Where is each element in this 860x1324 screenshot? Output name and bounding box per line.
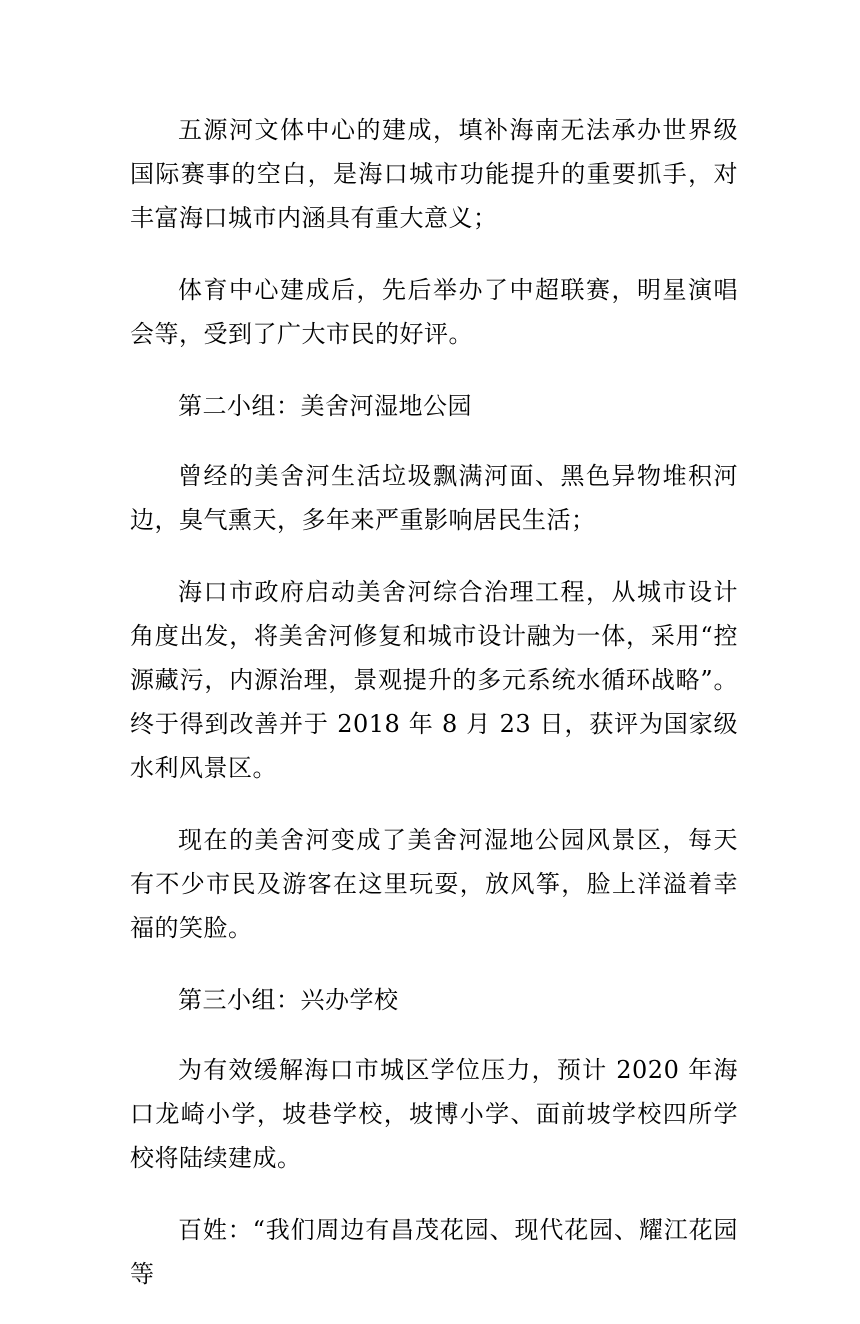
paragraph-meishe-river-governance: 海口市政府启动美舍河综合治理工程，从城市设计角度出发，将美舍河修复和城市设计融为一体，采用“控源藏污，内源治理，景观提升的多元系统水循环战略”。终于得到改善并于 2018 年 8 月 23 日，获评为国家级水利风景区。 — [130, 578, 738, 782]
paragraph-schools-plan: 为有效缓解海口市城区学位压力，预计 2020 年海口龙崎小学，坡巷学校，坡博小学、面前坡学校四所学校将陆续建成。 — [130, 1056, 738, 1172]
paragraph-wuyuanhe-sports-center: 五源河文体中心的建成，填补海南无法承办世界级国际赛事的空白，是海口城市功能提升的重要抓手，对丰富海口城市内涵具有重大意义； — [130, 116, 738, 232]
paragraph-residents-quote: 百姓：“我们周边有昌茂花园、现代花园、耀江花园等 — [130, 1216, 738, 1288]
paragraph-meishe-river-past: 曾经的美舍河生活垃圾飘满河面、黑色异物堆积河边，臭气熏天，多年来严重影响居民生活； — [130, 462, 738, 534]
section-heading-group-three: 第三小组：兴办学校 — [178, 986, 399, 1014]
section-heading-group-two: 第二小组：美舍河湿地公园 — [178, 392, 472, 420]
document-body — [130, 108, 738, 1324]
paragraph-meishe-river-now: 现在的美舍河变成了美舍河湿地公园风景区，每天有不少市民及游客在这里玩耍，放风筝，脸上洋溢着幸福的笑脸。 — [130, 826, 738, 942]
paragraph-sports-center-events: 体育中心建成后，先后举办了中超联赛，明星演唱会等，受到了广大市民的好评。 — [130, 276, 738, 348]
